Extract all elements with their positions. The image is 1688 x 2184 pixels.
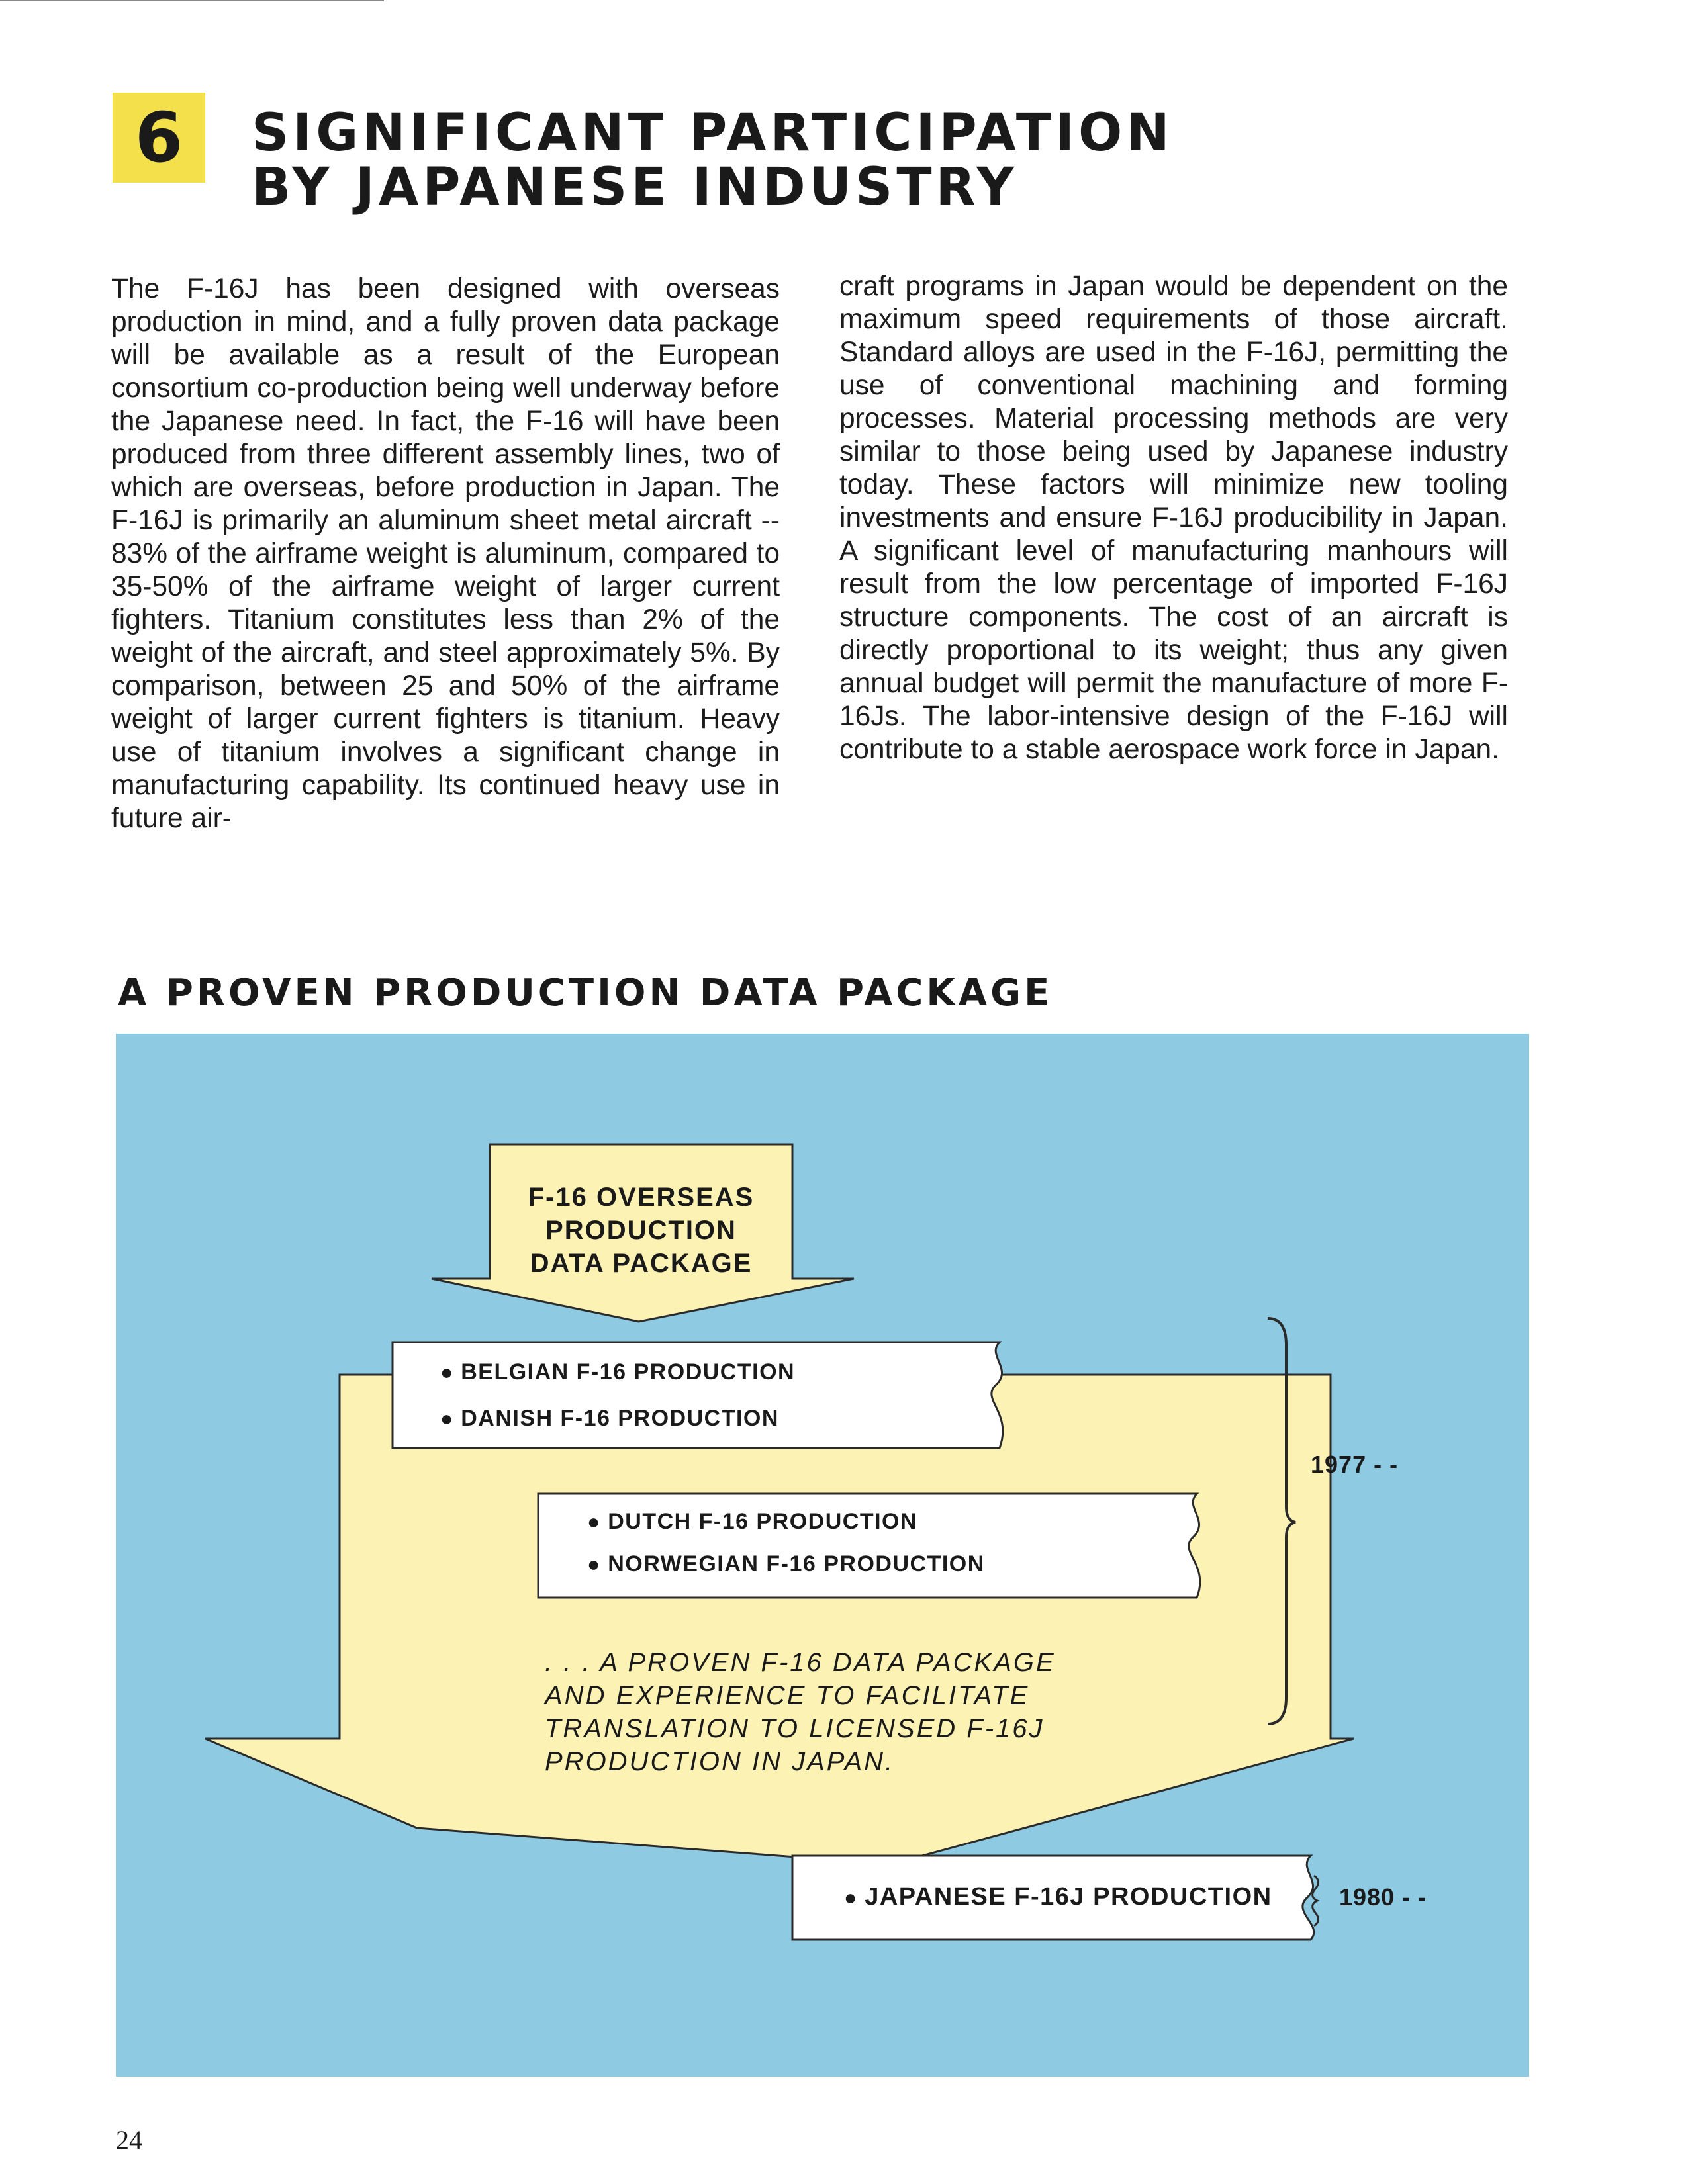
belgian-production-item: ● BELGIAN F-16 PRODUCTION bbox=[440, 1359, 795, 1385]
section-number-badge: 6 bbox=[113, 93, 205, 183]
title-line-1: SIGNIFICANT PARTICIPATION bbox=[252, 103, 1174, 163]
statement-line-2: AND EXPERIENCE TO FACILITATE bbox=[545, 1681, 1030, 1710]
norwegian-production-item: ● NORWEGIAN F-16 PRODUCTION bbox=[587, 1551, 985, 1577]
statement-line-4: PRODUCTION IN JAPAN. bbox=[545, 1747, 895, 1776]
dutch-production-item: ● DUTCH F-16 PRODUCTION bbox=[587, 1509, 917, 1535]
package-line-2: PRODUCTION bbox=[545, 1216, 737, 1245]
statement-line-3: TRANSLATION TO LICENSED F-16J bbox=[545, 1714, 1045, 1743]
page-number: 24 bbox=[116, 2125, 142, 2155]
production-flow-diagram bbox=[116, 1034, 1529, 2077]
box-belgian-danish bbox=[393, 1342, 1003, 1448]
diagram-heading: A PROVEN PRODUCTION DATA PACKAGE bbox=[118, 972, 1053, 1015]
title-line-2: BY JAPANESE INDUSTRY bbox=[252, 158, 1018, 217]
danish-production-item: ● DANISH F-16 PRODUCTION bbox=[440, 1406, 779, 1432]
japanese-production-item: ● JAPANESE F-16J PRODUCTION bbox=[844, 1883, 1272, 1911]
top-rule bbox=[0, 0, 384, 1]
year-label-1977: 1977 - - bbox=[1311, 1451, 1399, 1478]
package-label bbox=[490, 1181, 792, 1280]
page-title bbox=[252, 103, 1174, 217]
body-text-left-column: The F-16J has been designed with overseas production in mind, and a fully proven data package will be available as a result of the European consortium co-production being well underway before the Japanese need. In fact, the F-16 will have been produced from three different assembly lines, two of which are overseas, before production in Japan. The F-16J is primarily an aluminum sheet metal aircraft -- 83% of the airframe weight is aluminum, compared to 35-50% of the airframe weight of larger current fighters. Titanium constitutes less than 2% of the weight of the aircraft, and steel approximately 5%. By comparison, between 25 and 50% of the airframe weight of larger current fighters is titanium. Heavy use of titanium involves a significant change in manufacturing capability. Its continued heavy use in future air- bbox=[111, 273, 780, 834]
statement-line-1: . . . A PROVEN F-16 DATA PACKAGE bbox=[545, 1648, 1056, 1677]
package-line-3: DATA PACKAGE bbox=[530, 1249, 753, 1278]
package-line-1: F-16 OVERSEAS bbox=[528, 1183, 755, 1212]
year-label-1980: 1980 - - bbox=[1339, 1884, 1427, 1911]
body-text-right-column: craft programs in Japan would be dependent on the maximum speed requirements of those aircraft. Standard alloys are used in the F-16J, permitting the use of conventional machining and forming processes. Material processing methods are very similar to those being used by Japanese industry today. These factors will minimize new tooling investments and ensure F-16J producibility in Japan. A significant level of manufacturing manhours will result from the low percentage of imported F-16J structure components. The cost of an aircraft is directly proportional to its weight; thus any given annual budget will permit the manufacture of more F-16Js. The labor-intensive design of the F-16J will contribute to a stable aerospace work force in Japan. bbox=[839, 271, 1508, 765]
